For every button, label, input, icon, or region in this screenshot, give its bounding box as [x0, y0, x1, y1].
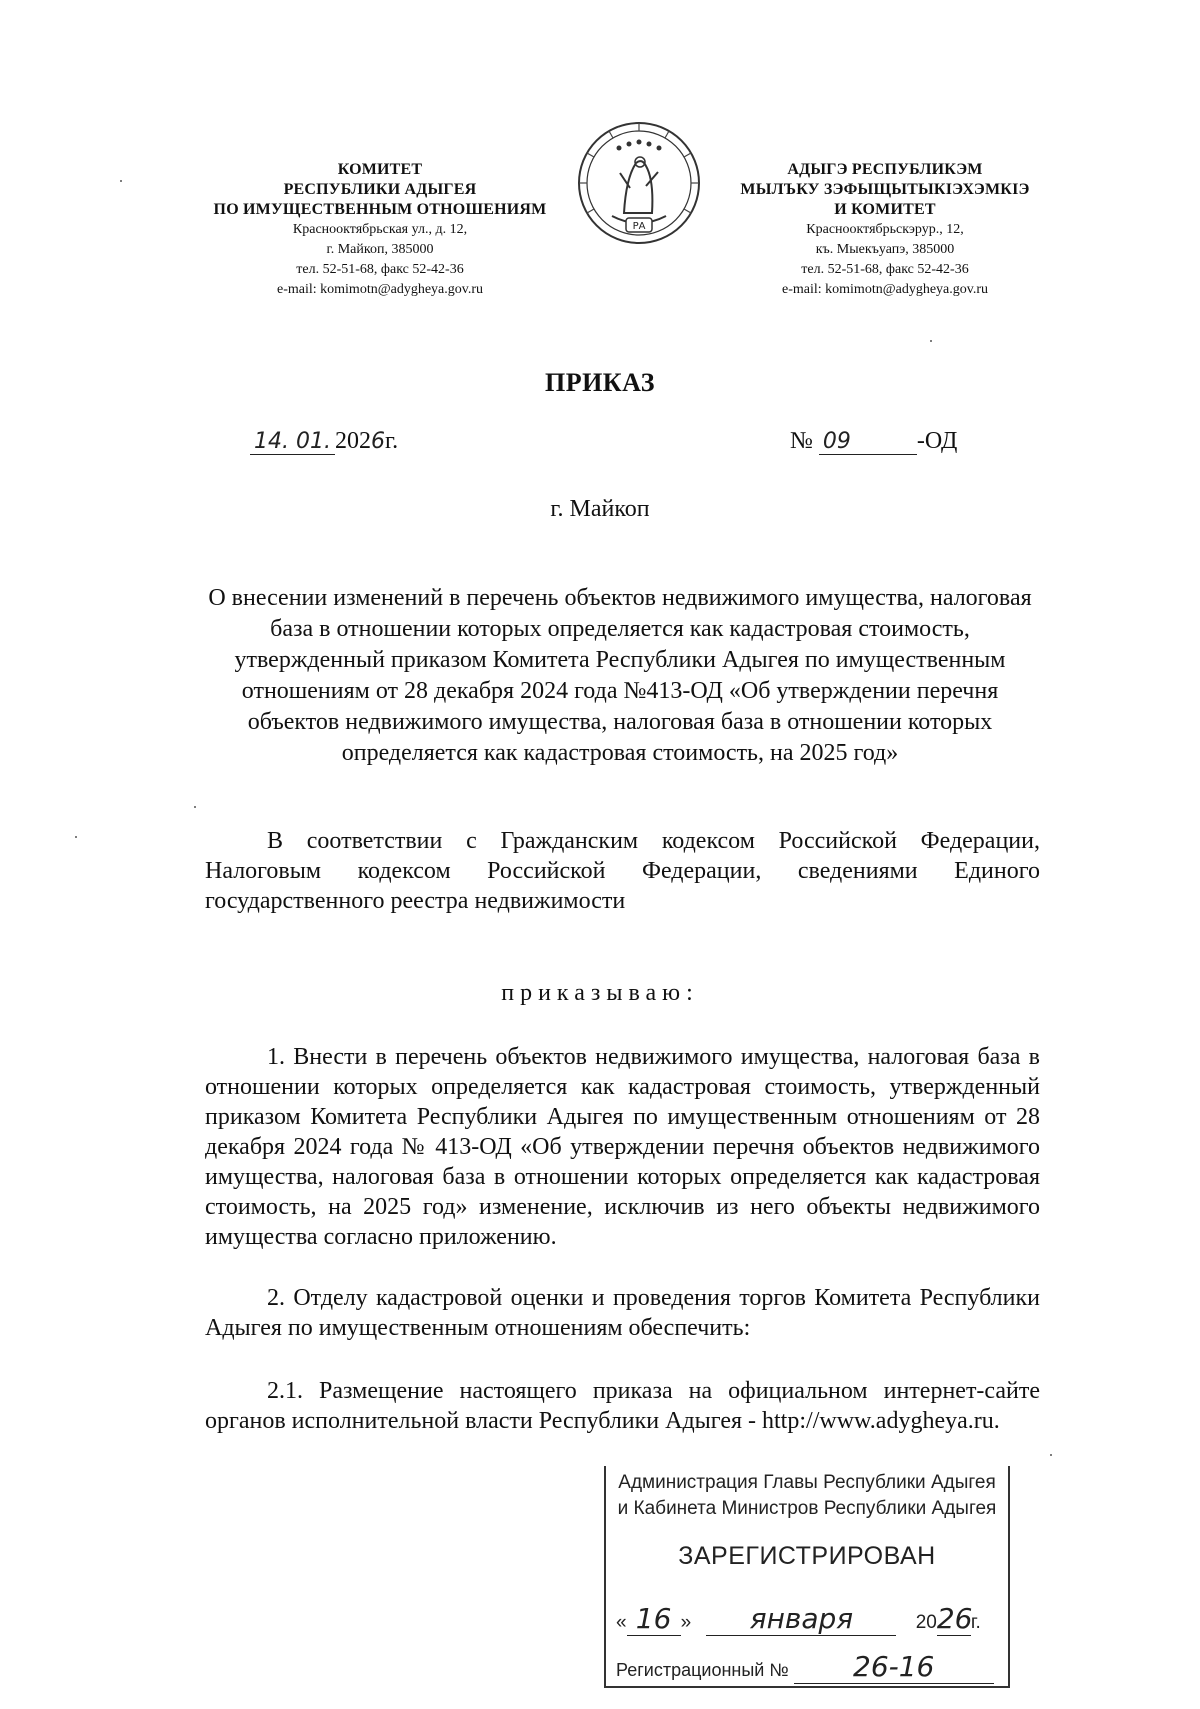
- org-phone: тел. 52-51-68, факс 52-42-36: [296, 262, 464, 277]
- date-year-digit: 6: [370, 429, 385, 454]
- registration-stamp: [604, 1466, 1010, 1688]
- number-suffix: -ОД: [916, 428, 958, 454]
- paragraph-2: 2. Отделу кадастровой оценки и проведения торгов Комитета Республики Адыгея по имущественным отношениям обеспечить:: [205, 1285, 1040, 1341]
- org-city: г. Майкоп, 385000: [326, 242, 434, 257]
- decree-word: приказываю:: [501, 980, 699, 1006]
- org-phone-adyghe: тел. 52-51-68, факс 52-42-36: [801, 262, 969, 277]
- org-city-adyghe: къ. Мыекъуапэ, 385000: [815, 242, 955, 257]
- date-suffix: г.: [384, 428, 399, 454]
- org-name-line1: КОМИТЕТ: [337, 161, 423, 178]
- adygea-coat-of-arms-icon: [574, 118, 704, 248]
- org-address: Краснооктябрьская ул., д. 12,: [292, 222, 468, 237]
- org-email: e-mail: komimotn@adygheya.gov.ru: [277, 282, 483, 297]
- stamp-year-suffix: г.: [970, 1612, 981, 1633]
- emblem: [574, 118, 704, 248]
- scan-speck: [194, 806, 196, 808]
- number-handwritten: 09: [819, 429, 917, 455]
- header-right-block: [730, 160, 1040, 300]
- stamp-day: 16: [627, 1602, 681, 1636]
- date-year-prefix: 202: [334, 428, 371, 454]
- document-title: ПРИКАЗ: [544, 368, 656, 397]
- stamp-reg-number: 26-16: [794, 1650, 994, 1684]
- stamp-date: « 16 » января 2026г.: [616, 1602, 981, 1635]
- paragraph-1: 1. Внести в перечень объектов недвижимого имущества, налоговая база в отношении которых определяется как кадастровая стоимость, утвержденный приказом Комитета Республики Адыгея по имущественным отношениям от 28 декабря 2024 года № 413-ОД «Об утверждении перечня объектов недвижимого имущества, налоговая база в отношении которых определяется как кадастровая стоимость, на 2025 год» изменение, исключив из него объекты недвижимого имущества согласно приложению.: [205, 1044, 1040, 1250]
- org-name-line3: ПО ИМУЩЕСТВЕННЫМ ОТНОШЕНИЯМ: [213, 201, 547, 218]
- org-name-adyghe-line3: И КОМИТЕТ: [834, 201, 936, 218]
- document-city: г. Майкоп: [550, 496, 650, 522]
- org-address-adyghe: Краснооктябрьскэрур., 12,: [806, 222, 964, 237]
- stamp-line1: Администрация Главы Республики Адыгея: [618, 1472, 996, 1493]
- scan-speck: [75, 836, 77, 838]
- org-email-adyghe: e-mail: komimotn@adygheya.gov.ru: [782, 282, 988, 297]
- org-name-adyghe-line2: МЫЛЪКУ ЗЭФЫЩЫТЫКIЭХЭМКIЭ: [740, 181, 1030, 198]
- date-handwritten: 14. 01.: [250, 429, 335, 455]
- stamp-registration: [616, 1650, 1001, 1684]
- stamp-status: ЗАРЕГИСТРИРОВАН: [678, 1542, 936, 1570]
- stamp-line2: и Кабинета Министров Республики Адыгея: [617, 1498, 997, 1519]
- scan-speck: [930, 340, 932, 342]
- org-name-adyghe-line1: АДЫГЭ РЕСПУБЛИКЭМ: [787, 161, 983, 178]
- number-prefix: №: [790, 428, 813, 454]
- paragraph-2-1: 2.1. Размещение настоящего приказа на официальном интернет-сайте органов исполнительной власти Республики Адыгея - http://www.adygheya.ru.: [205, 1378, 1040, 1434]
- scan-speck: [120, 180, 122, 182]
- scan-speck: [1050, 1454, 1052, 1456]
- emblem-text: РА: [632, 221, 646, 232]
- stamp-reg-label: Регистрационный №: [616, 1660, 789, 1680]
- intro-paragraph: В соответствии с Гражданским кодексом Российской Федерации, Налоговым кодексом Российской Федерации, сведениями Единого государственного реестра недвижимости: [205, 828, 1040, 914]
- header-left-block: [190, 160, 570, 300]
- stamp-year: 26: [936, 1602, 973, 1635]
- document-date: [250, 428, 398, 455]
- document-subject: О внесении изменений в перечень объектов недвижимого имущества, налоговая база в отношении которых определяется как кадастровая стоимость, утвержденный приказом Комитета Республики Адыгея по имущественным отношениям от 28 декабря 2024 года №413-ОД «Об утверждении перечня объектов недвижимого имущества, налоговая база в отношении которых определяется как кадастровая стоимость, на 2025 год»: [208, 585, 1032, 766]
- stamp-year-prefix: 20: [915, 1612, 937, 1633]
- stamp-month: января: [706, 1602, 896, 1636]
- org-name-line2: РЕСПУБЛИКИ АДЫГЕЯ: [283, 181, 477, 198]
- document-number: [790, 428, 957, 455]
